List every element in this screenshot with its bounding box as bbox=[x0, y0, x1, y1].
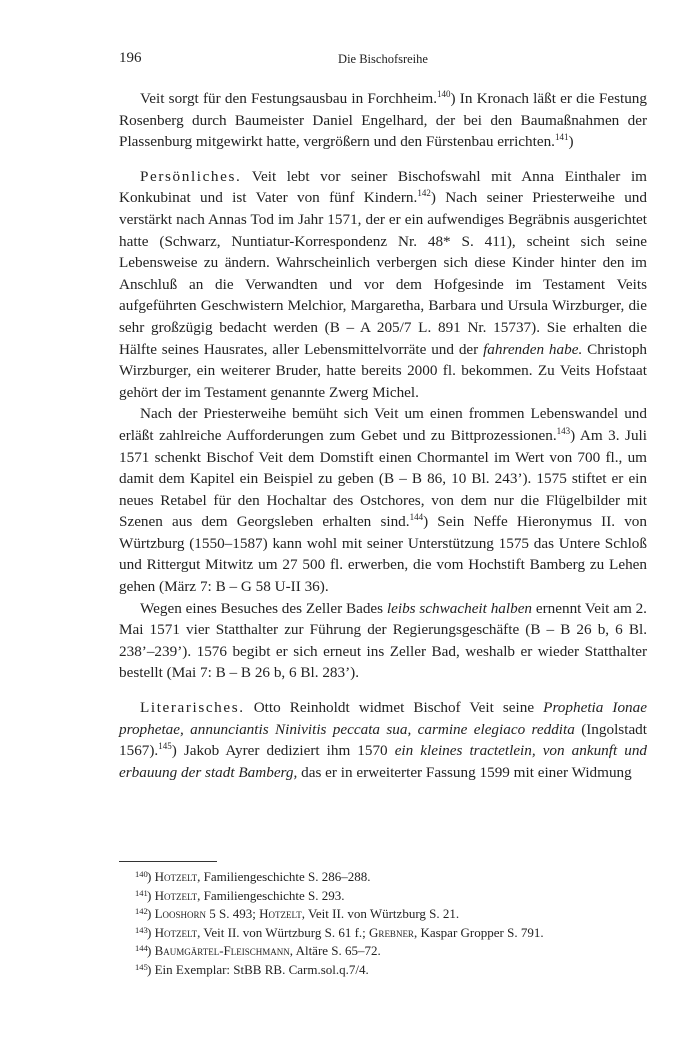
work-title: ein kleines tractetlein, von ankunft und erbauung der stadt Bamberg, bbox=[119, 742, 648, 781]
footnote-author: Baumgärtel-Fleischmann bbox=[154, 943, 290, 959]
footnote-item bbox=[119, 868, 647, 887]
footnotes bbox=[119, 868, 647, 980]
footnote-item bbox=[119, 924, 647, 943]
paragraph-fortifications bbox=[119, 88, 647, 153]
footnote-item bbox=[119, 942, 647, 961]
text-run: ) Sein Neffe Hieronymus II. von Würtzburg (1550–1587) kann wohl mit seiner Unterstützung 1575 das Untere Schloß und Rittergut Mitwitz um 27 500 fl. erwerben, die vom Hochstift Bamberg zu Lehen gehen (März 7: B – G 58 U-II 36). bbox=[119, 513, 647, 596]
page-header bbox=[119, 50, 647, 70]
text-run: ernennt Veit am 2. Mai 1571 vier Statthalter zur Führung der Regierungsgeschäfte (B – B 26 b, 6 Bl. 238’–239’). 1576 begibt er sich erneut ins Zeller Bad, weshalb er wieder Statthalter bestellt (Mai 7: B – B 26 b, 6 Bl. 283’). bbox=[119, 599, 647, 682]
footnote-ref[interactable]: 144 bbox=[409, 512, 424, 523]
text-run: ) Nach seiner Priesterweihe und verstärkt nach Annas Tod im Jahr 1571, der er ein aufwendiges Begräbnis ausgerichtet hatte (Schwarz, Nuntiatur-Korrespondenz Nr. 48* S. 411), scheint sich seine Lebensweise zu ändern. Wahrscheinlich verbergen sich diese Kinder hinter den im Anschluß an die Verwandten und vor dem Hofgesinde im Testament Veits aufgeführten Geschwistern Melchior, Margaretha, Barbara und Ursula Wirzburger, die sehr großzügig bedacht werden (B – A 205/7 L. 891 Nr. 15737). Sie erhalten die Hälfte seines Hausrates, aller Lebensmittelvorräte und der bbox=[119, 189, 647, 358]
text-run: Wegen eines Besuches des Zeller Bades bbox=[140, 599, 387, 617]
section-heading-literary: Literarisches. bbox=[140, 699, 245, 717]
footnote-paren: ) bbox=[147, 906, 152, 922]
text-run: Veit sorgt für den Festungsausbau in Forchheim. bbox=[140, 90, 438, 107]
footnote-ref[interactable]: 143 bbox=[556, 425, 571, 436]
footnote-author: Grebner bbox=[369, 924, 414, 940]
footnote-text: 5 S. 493; bbox=[206, 906, 260, 922]
footnote-item bbox=[119, 905, 647, 924]
footnote-author: Hotzelt bbox=[154, 887, 198, 903]
footnote-paren: ) bbox=[147, 869, 152, 884]
text-run: Otto Reinholdt widmet Bischof Veit seine bbox=[244, 699, 544, 717]
text-run: ) bbox=[568, 133, 574, 151]
work-title: Prophetia Ionae prophetae, annunciantis Ninivitis peccata sua, carmine elegiaco reddita bbox=[119, 699, 647, 738]
footnote-number: 141 bbox=[135, 887, 148, 898]
footnote-author: Hotzelt bbox=[154, 869, 198, 884]
paragraph-literary bbox=[119, 697, 647, 783]
footnote-ref[interactable]: 141 bbox=[554, 132, 569, 143]
running-title: Die Bischofsreihe bbox=[338, 52, 428, 66]
footnote-number: 145 bbox=[135, 961, 148, 972]
paragraph-piety bbox=[119, 403, 647, 597]
footnote-text: , Veit II. von Würtzburg S. 61 f.; bbox=[197, 924, 370, 940]
text-run: Christoph Wirzburger, ein weiterer Bruder, hatte bereits 2000 fl. bekommen. Zu Veits Hofstaat gehört der im Testament genannte Zwerg Michel. bbox=[119, 340, 648, 401]
text-run: ) In Kronach läßt er die Festung Rosenberg durch Baumeister Daniel Engelhard, der bei den Baumaßnahmen der Plassenburg mitgewirkt hatte, vergrößern und den Fürstenbau errichten. bbox=[119, 90, 647, 151]
footnote-number: 143 bbox=[135, 924, 148, 935]
footnote-text: , Veit II. von Würtzburg S. 21. bbox=[301, 906, 460, 922]
footnote-paren: ) bbox=[147, 887, 152, 903]
footnote-divider bbox=[119, 861, 217, 862]
quoted-phrase: leibs schwacheit halben bbox=[386, 599, 533, 617]
quoted-phrase: fahrenden habe. bbox=[483, 340, 583, 358]
footnote-paren: ) bbox=[147, 961, 152, 977]
footnote-text: , Familiengeschichte S. 293. bbox=[197, 887, 345, 903]
footnote-number: 140 bbox=[135, 869, 148, 879]
page-number: 196 bbox=[119, 50, 142, 66]
footnote-author: Hotzelt bbox=[154, 924, 198, 940]
footnote-text: Ein Exemplar: StBB RB. Carm.sol.q.7/4. bbox=[154, 961, 369, 977]
footnote-ref[interactable]: 140 bbox=[437, 89, 451, 99]
footnote-paren: ) bbox=[147, 943, 152, 959]
footnote-text: , Altäre S. 65–72. bbox=[289, 943, 381, 959]
section-heading-personal: Persönliches. bbox=[140, 167, 242, 185]
footnote-number: 144 bbox=[135, 943, 148, 954]
text-run: ) Am 3. Juli 1571 schenkt Bischof Veit dem Domstift einen Chormantel im Wert von 700 fl., um damit dem Kapitel ein Beispiel zu geben (B – B 86, 10 Bl. 243’). 1575 stiftet er ein neues Retabel für den Hochaltar des Ostchores, von dem nur die Flügelbilder mit Szenen aus dem Georgsleben erhalten sind. bbox=[119, 426, 647, 531]
paragraph-personal bbox=[119, 166, 647, 404]
footnote-ref[interactable]: 145 bbox=[158, 741, 172, 752]
text-run: (Ingolstadt 1567). bbox=[119, 720, 647, 760]
footnote-text: , Kaspar Gropper S. 791. bbox=[413, 924, 544, 940]
footnote-text: , Familiengeschichte S. 286–288. bbox=[197, 869, 371, 884]
body-text bbox=[119, 88, 647, 783]
footnote-ref[interactable]: 142 bbox=[417, 188, 431, 199]
footnote-number: 142 bbox=[135, 906, 148, 917]
text-run: das er in erweiterter Fassung 1599 mit einer Widmung bbox=[297, 763, 632, 781]
footnote-author: Looshorn bbox=[154, 906, 207, 922]
footnote-paren: ) bbox=[147, 924, 152, 940]
footnote-author: Hotzelt bbox=[259, 906, 302, 922]
text-run: ) Jakob Ayrer dediziert ihm 1570 bbox=[171, 742, 395, 760]
footnote-item bbox=[119, 887, 647, 906]
footnote-item bbox=[119, 961, 647, 980]
text-run: Nach der Priesterweihe bemüht sich Veit um einen frommen Lebenswandel und erläßt zahlreiche Aufforderungen zum Gebet und zu Bittprozessionen. bbox=[119, 405, 647, 444]
text-run: Veit lebt vor seiner Bischofswahl mit Anna Einthaler im Konkubinat und ist Vater von fünf Kindern. bbox=[119, 167, 647, 207]
paragraph-bath bbox=[119, 598, 647, 684]
